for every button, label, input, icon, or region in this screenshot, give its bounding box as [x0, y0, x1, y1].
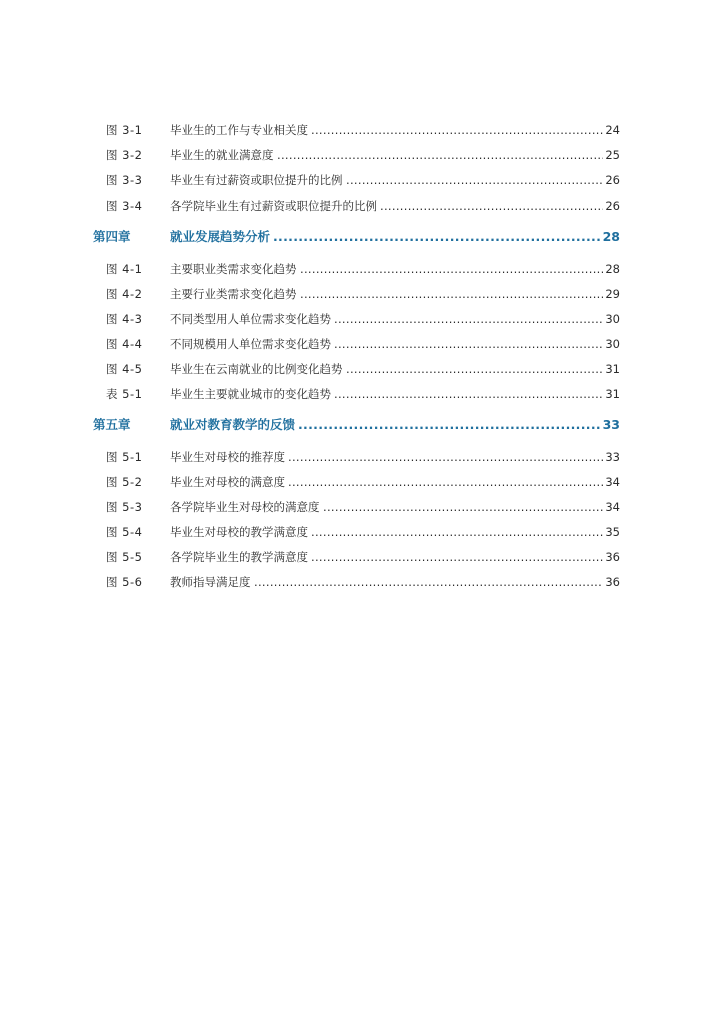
page-number: 28	[605, 262, 620, 276]
figure-number: 图 4-1	[106, 262, 143, 276]
toc-entry-row[interactable]	[0, 472, 724, 492]
entry-title: 毕业生对母校的推荐度	[170, 450, 285, 464]
dot-leader	[300, 259, 603, 279]
figure-number: 图 4-3	[106, 312, 143, 326]
page-number: 33	[602, 417, 620, 432]
figure-number: 图 3-2	[106, 148, 143, 162]
toc-entry-row[interactable]	[0, 359, 724, 379]
page-number: 24	[605, 123, 620, 137]
dot-leader	[323, 497, 603, 517]
figure-number: 图 4-4	[106, 337, 143, 351]
page-number: 30	[605, 337, 620, 351]
toc-entry-row[interactable]	[0, 259, 724, 279]
dot-leader	[298, 415, 601, 435]
toc-entry-row[interactable]	[0, 547, 724, 567]
dot-leader	[288, 447, 603, 467]
dot-leader	[300, 284, 603, 304]
figure-number: 图 5-1	[106, 450, 143, 464]
figure-number: 图 4-2	[106, 287, 143, 301]
toc-entry-row[interactable]	[0, 334, 724, 354]
toc-entry-row[interactable]	[0, 196, 724, 216]
page-number: 26	[605, 199, 620, 213]
figure-number: 图 5-2	[106, 475, 143, 489]
dot-leader	[334, 384, 603, 404]
chapter-title: 就业对教育教学的反馈	[170, 417, 296, 432]
toc-chapter-row[interactable]	[0, 227, 724, 247]
entry-title: 不同类型用人单位需求变化趋势	[170, 312, 331, 326]
entry-title: 主要行业类需求变化趋势	[170, 287, 297, 301]
entry-title: 各学院毕业生有过薪资或职位提升的比例	[170, 199, 377, 213]
dot-leader	[288, 472, 603, 492]
figure-number: 图 5-4	[106, 525, 143, 539]
toc-entry-row[interactable]	[0, 447, 724, 467]
page-number: 33	[605, 450, 620, 464]
entry-title: 毕业生在云南就业的比例变化趋势	[170, 362, 343, 376]
toc-entry-row[interactable]	[0, 284, 724, 304]
dot-leader	[254, 572, 603, 592]
entry-title: 毕业生主要就业城市的变化趋势	[170, 387, 331, 401]
dot-leader	[380, 196, 603, 216]
toc-entry-row[interactable]	[0, 170, 724, 190]
dot-leader	[346, 359, 603, 379]
page-number: 28	[602, 229, 620, 244]
entry-title: 主要职业类需求变化趋势	[170, 262, 297, 276]
toc-entry-row[interactable]	[0, 120, 724, 140]
page-number: 36	[605, 550, 620, 564]
page-number: 36	[605, 575, 620, 589]
dot-leader	[346, 170, 603, 190]
entry-title: 毕业生对母校的满意度	[170, 475, 285, 489]
dot-leader	[311, 522, 603, 542]
chapter-number: 第四章	[93, 229, 131, 244]
figure-number: 图 3-1	[106, 123, 143, 137]
toc-entry-row[interactable]	[0, 384, 724, 404]
figure-number: 图 3-4	[106, 199, 143, 213]
dot-leader	[334, 334, 603, 354]
dot-leader	[273, 227, 601, 247]
page-number: 29	[605, 287, 620, 301]
figure-number: 表 5-1	[106, 387, 143, 401]
toc-entry-row[interactable]	[0, 572, 724, 592]
figure-number: 图 5-6	[106, 575, 143, 589]
chapter-title: 就业发展趋势分析	[170, 229, 271, 244]
entry-title: 毕业生对母校的教学满意度	[170, 525, 308, 539]
figure-number: 图 5-3	[106, 500, 143, 514]
dot-leader	[277, 145, 603, 165]
entry-title: 毕业生有过薪资或职位提升的比例	[170, 173, 343, 187]
dot-leader	[311, 547, 603, 567]
page-number: 31	[605, 362, 620, 376]
entry-title: 各学院毕业生的教学满意度	[170, 550, 308, 564]
figure-number: 图 5-5	[106, 550, 143, 564]
entry-title: 毕业生的工作与专业相关度	[170, 123, 308, 137]
chapter-number: 第五章	[93, 417, 131, 432]
page-number: 30	[605, 312, 620, 326]
page-number: 26	[605, 173, 620, 187]
toc-entry-row[interactable]	[0, 309, 724, 329]
toc-chapter-row[interactable]	[0, 415, 724, 435]
figure-number: 图 3-3	[106, 173, 143, 187]
toc-entry-row[interactable]	[0, 522, 724, 542]
page-number: 25	[605, 148, 620, 162]
page-number: 31	[605, 387, 620, 401]
entry-title: 教师指导满足度	[170, 575, 251, 589]
toc-entry-row[interactable]	[0, 145, 724, 165]
page-number: 34	[605, 500, 620, 514]
dot-leader	[334, 309, 603, 329]
page-number: 35	[605, 525, 620, 539]
dot-leader	[311, 120, 603, 140]
entry-title: 不同规模用人单位需求变化趋势	[170, 337, 331, 351]
page-number: 34	[605, 475, 620, 489]
figure-number: 图 4-5	[106, 362, 143, 376]
toc-entry-row[interactable]	[0, 497, 724, 517]
entry-title: 毕业生的就业满意度	[170, 148, 274, 162]
entry-title: 各学院毕业生对母校的满意度	[170, 500, 320, 514]
